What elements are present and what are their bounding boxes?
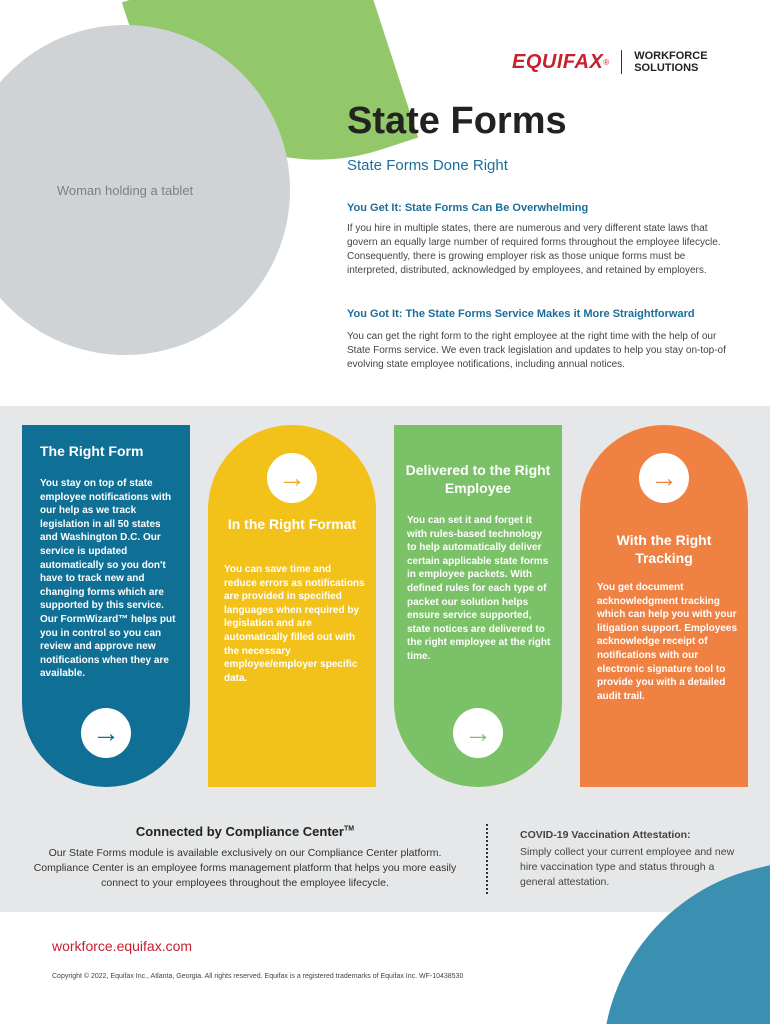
logo-solutions: SOLUTIONS [634, 62, 699, 74]
connected-title-text: Connected by Compliance Center [135, 824, 344, 839]
dotted-divider [486, 824, 488, 894]
logo-workforce: WORKFORCE [634, 50, 708, 62]
section-heading-straightforward: You Got It: The State Forms Service Makes it More Straightforward [347, 308, 695, 320]
connected-text: Our State Forms module is available exclusively on our Compliance Center platform. Compliance Center is an employee forms management platform that helps you more easily connect to your employees throughout the employee lifecycle. [33, 847, 457, 889]
hero-photo-label: Woman holding a tablet [56, 182, 194, 198]
logo-workforce-solutions [634, 50, 707, 74]
arrow-right-icon[interactable]: → [267, 453, 317, 503]
card-title: Delivered to the Right Employee [405, 462, 551, 496]
website-link[interactable]: workforce.equifax.com [52, 938, 193, 954]
page-subtitle: State Forms Done Right [347, 157, 508, 174]
logo-registered: ® [603, 57, 610, 67]
card-right-tracking [580, 425, 748, 787]
arrow-right-icon[interactable]: → [639, 453, 689, 503]
card-title: With the Right Tracking [616, 532, 712, 566]
card-text: You can save time and reduce errors as notifications are provided in specified languages when required by legislation and are automatically filled out with the necessary employee/employer specific data. [224, 564, 365, 684]
page-title: State Forms [347, 100, 567, 142]
logo-wordmark: EQUIFAX [512, 50, 604, 73]
card-right-format [208, 425, 376, 787]
equifax-logo[interactable] [512, 50, 708, 74]
logo-divider [621, 50, 622, 74]
card-right-employee [394, 425, 562, 787]
card-right-form [22, 425, 190, 787]
card-text: You get document acknowledgment tracking which can help you with your litigation support. Employees acknowledge receipt of notifications with our electronic signature tool to provide you with a detailed audit trail. [597, 582, 738, 702]
connected-tm: TM [343, 825, 355, 833]
connected-title [20, 824, 470, 839]
card-text: You stay on top of state employee notifications with our help as we track legislation in all 50 states and Washington D.C. Our service is updated automatically so you don't have to track new and changing forms which are supported by this service. Our FormWizard™ helps put you in control so you can review and approve new notifications when they are available. [40, 478, 176, 680]
covid-text: Simply collect your current employee and new hire vaccination type and status through a general attestation. [520, 846, 735, 888]
arrow-right-icon[interactable]: → [453, 708, 503, 758]
section-heading-overwhelming: You Get It: State Forms Can Be Overwhelming [347, 202, 589, 214]
arrow-right-icon[interactable]: → [81, 708, 131, 758]
card-title: In the Right Format [227, 516, 357, 532]
section-text-straightforward: You can get the right form to the right employee at the right time with the help of our State Forms service. We even track legislation and updates to help you stay on-top-of evolving state employee notifications, including annual notices. [347, 331, 726, 370]
copyright-text: Copyright © 2022, Equifax Inc., Atlanta, Georgia. All rights reserved. Equifax is a registered trademarks of Equifax Inc. WF-10438530 [52, 973, 464, 980]
covid-title: COVID-19 Vaccination Attestation: [520, 829, 691, 841]
section-text-overwhelming: If you hire in multiple states, there are numerous and very different state laws that govern an equally large number of required forms throughout the employee lifecycle. Consequently, there is growing employer risk as those unique forms must be interpreted, distributed, acknowledged by employees, and retained by employers. [347, 223, 721, 276]
card-title: The Right Form [40, 443, 144, 459]
card-text: You can set it and forget it with rules-based technology to help automatically deliver certain applicable state forms in employee packets. With defined rules for each type of packet our solution helps ensure service supported, state notices are delivered to the right employee at the right time. [407, 515, 551, 662]
